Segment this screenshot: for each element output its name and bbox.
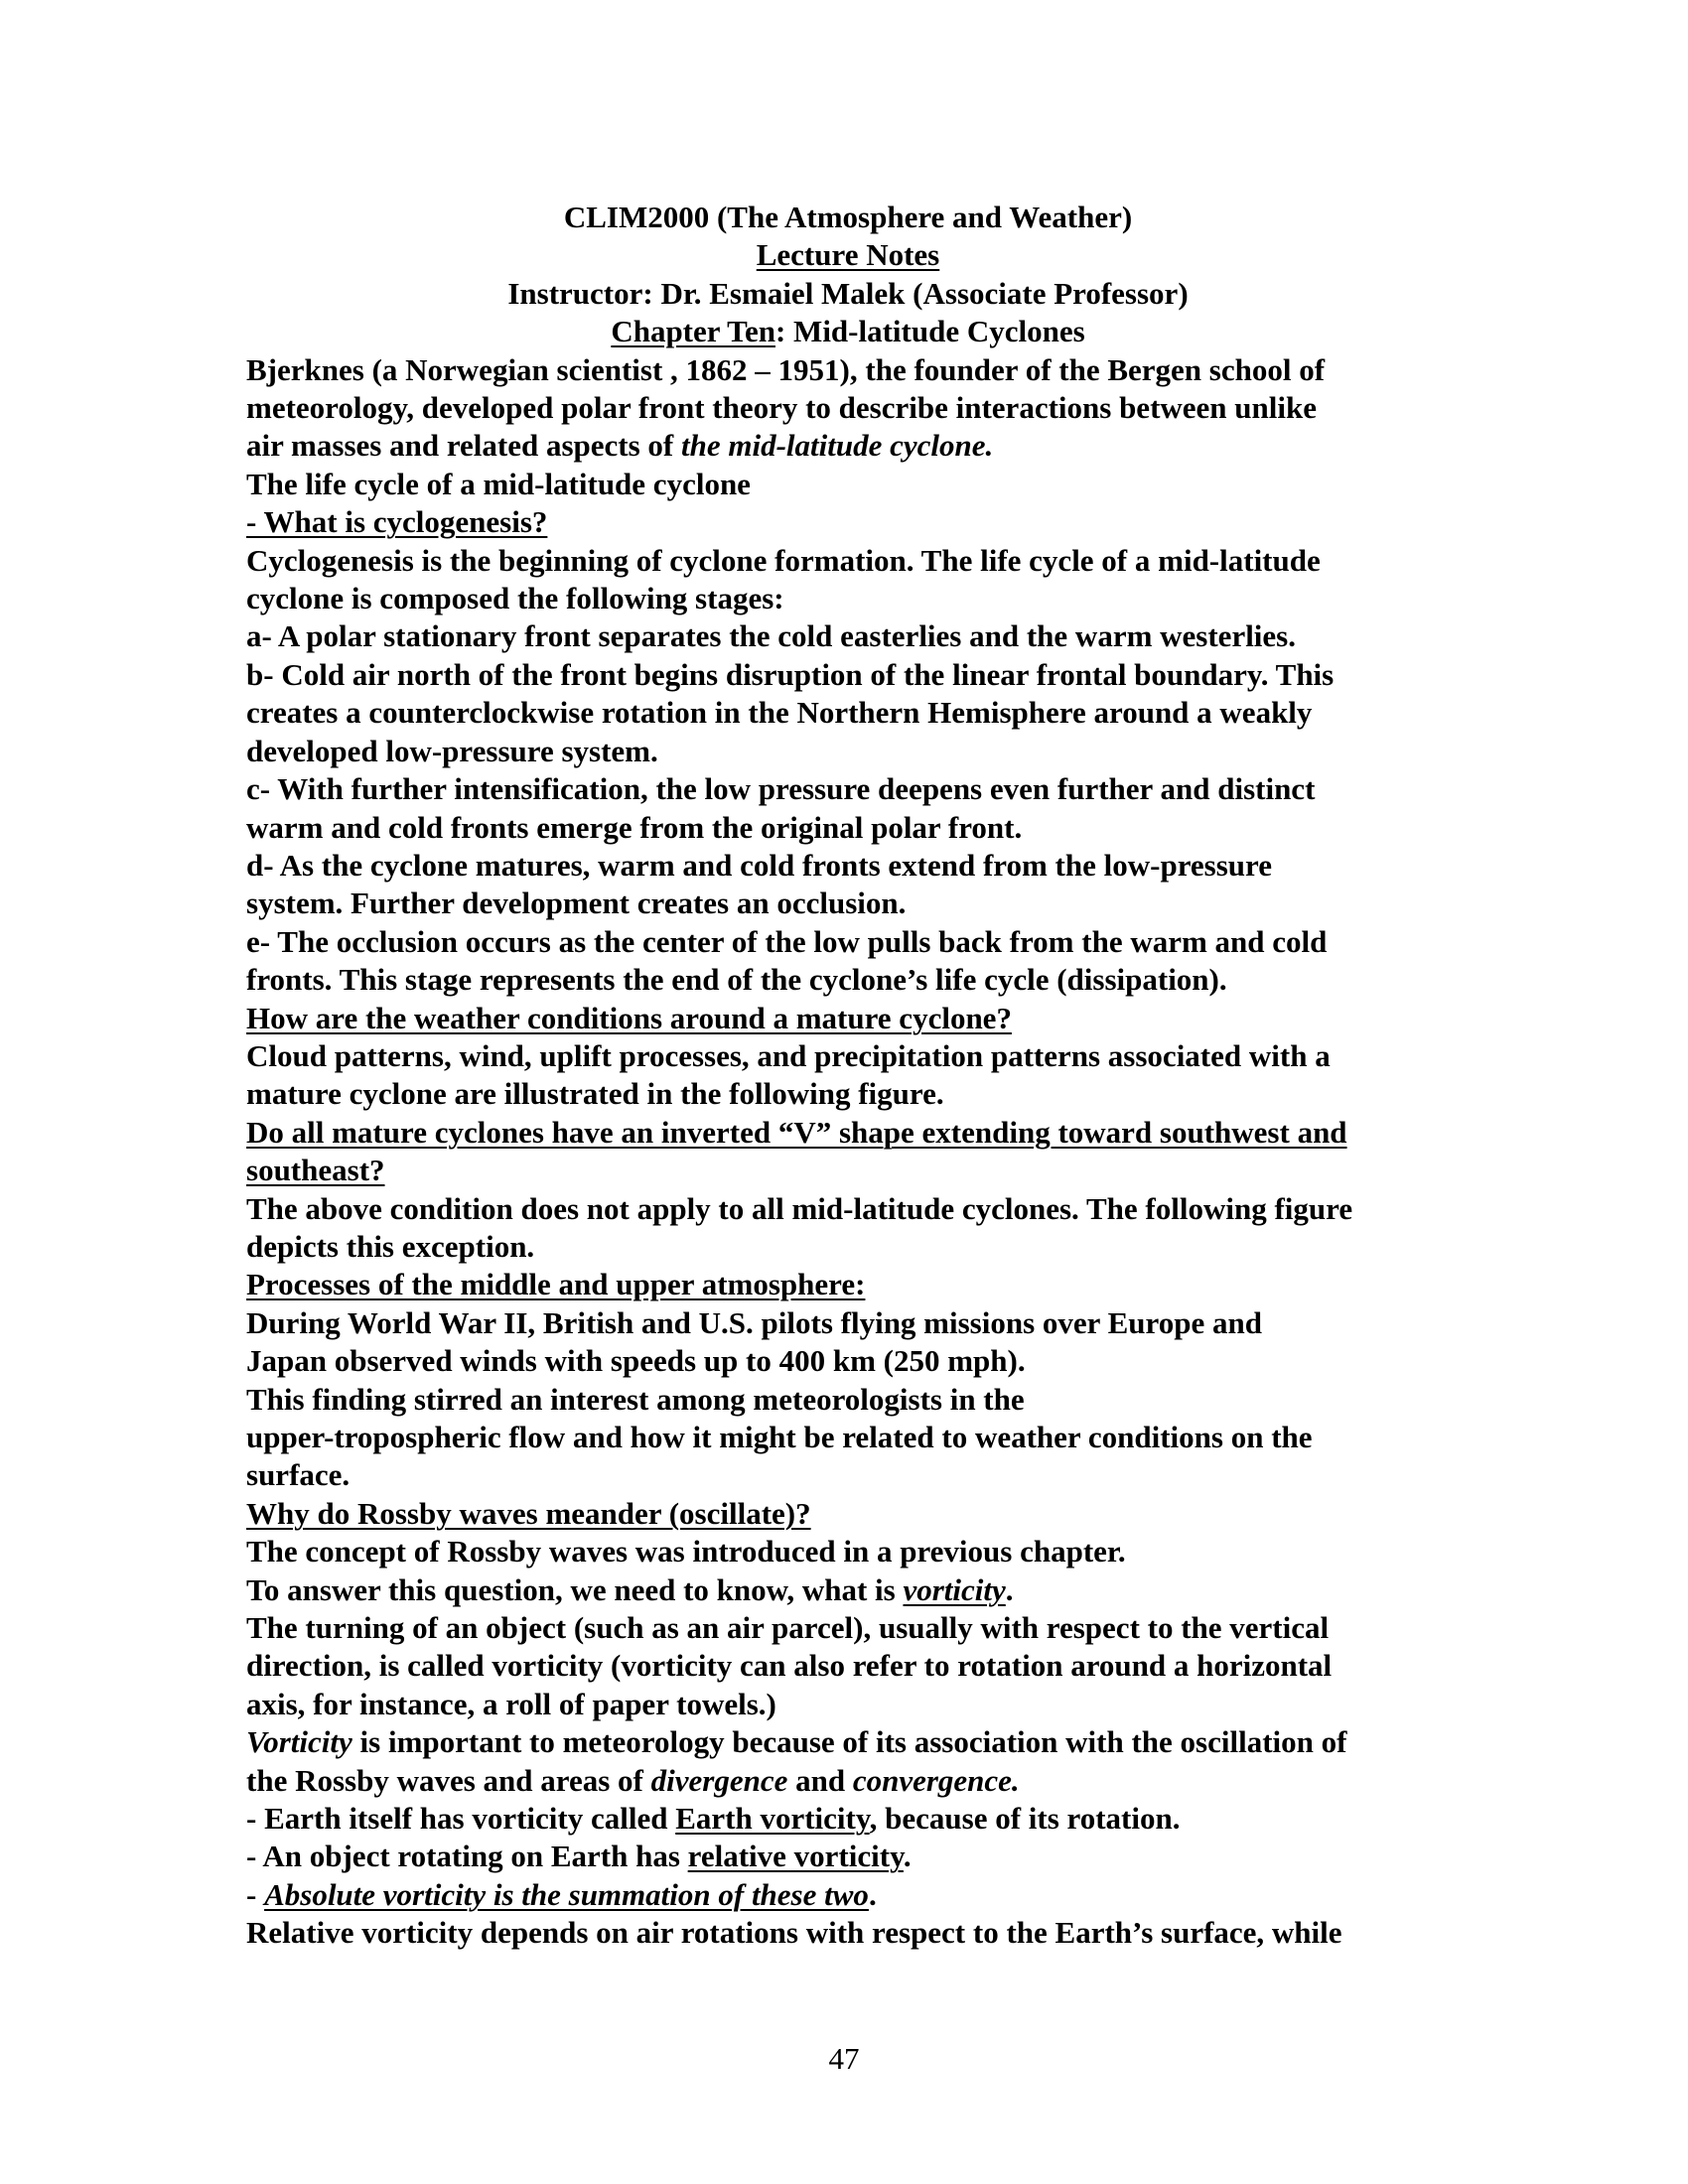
instructor-line: Instructor: Dr. Esmaiel Malek (Associate Professor) [507,275,1189,311]
body-line: system. Further development creates an occlusion. [246,886,907,921]
body-line: This finding stirred an interest among meteorologists in the [246,1381,1025,1417]
italic-term: convergence. [852,1762,1020,1798]
text-span: , because of its rotation. [869,1801,1181,1837]
question-text: Processes of the middle and upper atmosphere: [246,1267,866,1302]
body-line: cyclone is composed the following stages: [246,581,784,616]
lecture-notes-heading [246,236,1450,274]
question-text: - What is cyclogenesis? [246,504,548,540]
italic-term: Vorticity [246,1724,352,1760]
question-text: Do all mature cyclones have an inverted “V” shape extending toward southwest and [246,1114,1347,1150]
body-line: During World War II, British and U.S. pilots flying missions over Europe and [246,1304,1262,1340]
stage-line: e- The occlusion occurs as the center of the low pulls back from the warm and cold [246,923,1328,959]
text-span: . [1005,1571,1014,1607]
lecture-notes-label: Lecture Notes [756,237,940,273]
body-line: The concept of Rossby waves was introduced in a previous chapter. [246,1534,1126,1570]
body-line [246,427,1450,465]
body-line: The turning of an object (such as an air parcel), usually with respect to the vertical [246,1610,1330,1646]
body-line [246,1723,1450,1761]
body-line [246,1800,1450,1838]
body-line: developed low-pressure system. [246,733,658,768]
body-line: depicts this exception. [246,1228,535,1264]
chapter-label: Chapter Ten [611,314,775,349]
body-line: upper-tropospheric flow and how it might be related to weather conditions on the [246,1420,1313,1454]
question-heading [246,1000,1450,1037]
italic-term: divergence [650,1762,788,1798]
body-line: surface. [246,1457,351,1493]
body-line: Cyclogenesis is the beginning of cyclone formation. The life cycle of a mid-latitude [246,542,1321,578]
body-line [246,1571,1450,1609]
body-line: fronts. This stage represents the end of the cyclone’s life cycle (dissipation). [246,962,1227,998]
text-span: To answer this question, we need to know, what is [246,1571,904,1607]
body-line [246,1838,1450,1875]
italic-term: the mid-latitude cyclone. [681,428,994,464]
stage-line: c- With further intensification, the low pressure deepens even further and distinct [246,771,1316,807]
body-line: meteorology, developed polar front theory to describe interactions between unlike [246,390,1317,426]
body-line: Japan observed winds with speeds up to 400 km (250 mph). [246,1343,1026,1379]
chapter-title: : Mid-latitude Cyclones [774,314,1085,349]
text-span: air masses and related aspects of [246,428,681,464]
text-span: . [903,1839,912,1874]
question-text: How are the weather conditions around a mature cyclone? [246,1000,1012,1035]
question-text: southeast? [246,1153,385,1188]
body-line: The life cycle of a mid-latitude cyclone [246,466,751,501]
stage-line: b- Cold air north of the front begins disruption of the linear frontal boundary. This [246,656,1335,692]
text-span: the Rossby waves and areas of [246,1762,651,1798]
body-line: warm and cold fronts emerge from the original polar front. [246,809,1023,845]
question-text: Why do Rossby waves meander (oscillate)? [246,1495,811,1531]
body-line: axis, for instance, a roll of paper towels.) [246,1686,776,1721]
stage-line: d- As the cyclone matures, warm and cold fronts extend from the low-pressure [246,847,1272,883]
body-line: creates a counterclockwise rotation in the Northern Hemisphere around a weakly [246,695,1313,731]
question-heading [246,503,1450,541]
body-line: Cloud patterns, wind, uplift processes, and precipitation patterns associated with a [246,1037,1331,1073]
question-heading [246,1152,1450,1189]
body-line [246,1762,1450,1800]
body-line [246,1876,1450,1914]
text-span: - [246,1876,265,1912]
vorticity-term: vorticity [903,1571,1006,1607]
text-span: and [787,1762,853,1798]
relative-vorticity-term: relative vorticity [687,1839,904,1874]
text-span: - An object rotating on Earth has [246,1839,688,1874]
course-title: CLIM2000 (The Atmosphere and Weather) [563,200,1133,234]
question-heading [246,1266,1450,1303]
page-number: 47 [828,2041,860,2076]
body-line: direction, is called vorticity (vorticity can also refer to rotation around a horizontal [246,1648,1333,1684]
absolute-vorticity-term: Absolute vorticity is the summation of these two [264,1876,869,1912]
body-line: Bjerknes (a Norwegian scientist , 1862 – 1951), the founder of the Bergen school of [246,351,1326,387]
body-line: mature cyclone are illustrated in the following figure. [246,1076,944,1112]
lecture-notes-page [246,199,1450,1953]
question-heading [246,1114,1450,1152]
earth-vorticity-term: Earth vorticity [675,1801,870,1837]
chapter-heading [246,313,1450,350]
body-line: The above condition does not apply to all mid-latitude cyclones. The following figure [246,1190,1353,1226]
body-line: Relative vorticity depends on air rotations with respect to the Earth’s surface, while [246,1915,1342,1951]
stage-line: a- A polar stationary front separates the cold easterlies and the warm westerlies. [246,618,1296,654]
text-span: . [868,1876,877,1912]
question-heading [246,1495,1450,1533]
text-span: - Earth itself has vorticity called [246,1801,676,1837]
text-span: is important to meteorology because of its association with the oscillation of [352,1724,1347,1760]
